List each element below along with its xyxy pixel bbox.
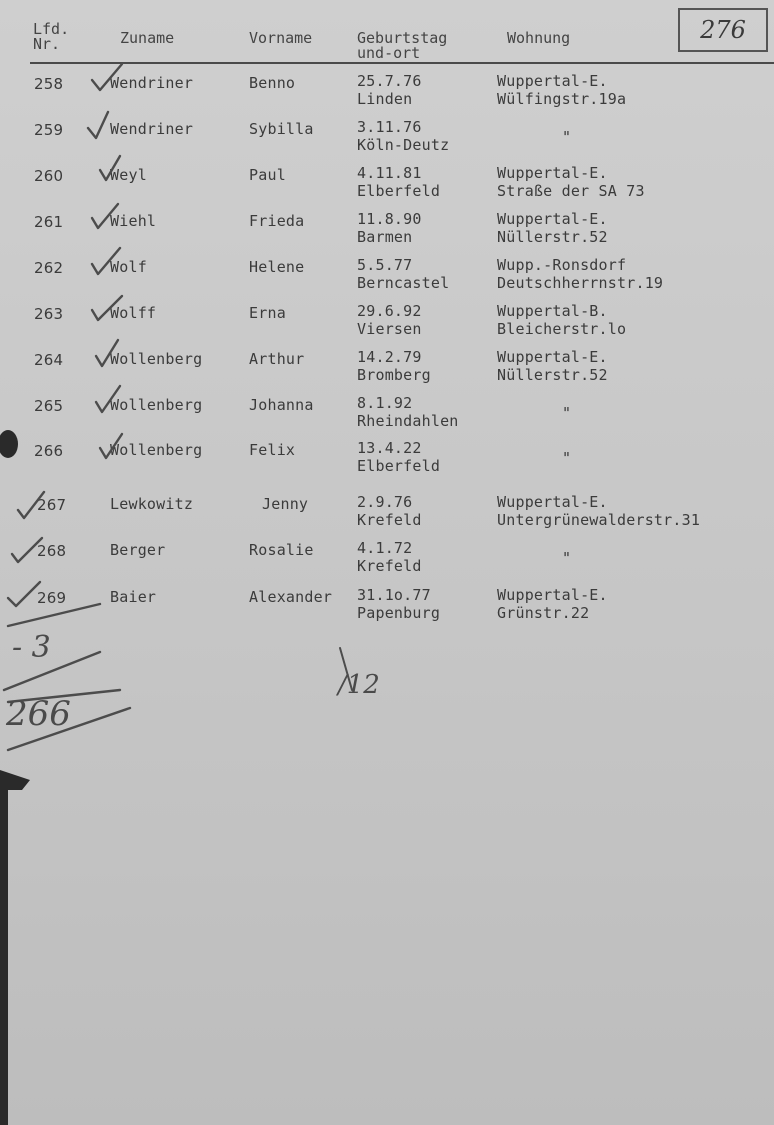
surname: Wolff — [110, 304, 157, 322]
checkmark-icon — [96, 340, 118, 366]
header-vorname: Vorname — [249, 29, 313, 47]
checkmark-icon — [92, 248, 120, 274]
first-name: Helene — [249, 258, 305, 276]
header-zuname: Zuname — [120, 29, 175, 47]
row-number: 267 — [37, 496, 67, 514]
birth-place: Krefeld — [357, 557, 422, 575]
first-name: Johanna — [249, 396, 314, 414]
header-wohnung: Wohnung — [507, 29, 571, 47]
row-number: 260 — [34, 167, 64, 185]
first-name: Sybilla — [249, 120, 314, 138]
row-number: 266 — [34, 442, 64, 460]
checkmark-icon — [18, 492, 44, 518]
surname: Weyl — [110, 166, 147, 184]
punch-hole — [0, 430, 18, 458]
birth-place: Linden — [357, 90, 413, 108]
center-mark: /12 — [338, 670, 380, 700]
birth-date: 25.7.76 — [357, 72, 422, 90]
birth-place: Rheindahlen — [357, 412, 459, 430]
birth-place: Krefeld — [357, 511, 422, 529]
surname: Baier — [110, 588, 157, 606]
row-number: 261 — [34, 213, 64, 231]
header-lfd-nr: Lfd. Nr. — [33, 20, 70, 53]
checkmark-icon — [100, 434, 122, 458]
first-name: Alexander — [249, 588, 333, 606]
birth-date: 13.4.22 — [357, 439, 422, 457]
first-name: Felix — [249, 441, 296, 459]
first-name: Frieda — [249, 212, 305, 230]
birth-place: Köln-Deutz — [357, 136, 450, 154]
first-name: Arthur — [249, 350, 305, 368]
address-city: Wuppertal-B. — [497, 302, 608, 320]
birth-date: 11.8.90 — [357, 210, 422, 228]
address-street: Grünstr.22 — [497, 604, 590, 622]
address-city: " — [562, 549, 572, 567]
address-city: " — [562, 404, 572, 422]
binder-edge — [0, 770, 30, 1125]
address-street: Untergrünewalderstr.31 — [497, 511, 701, 529]
birth-place: Viersen — [357, 320, 422, 338]
address-city: Wuppertal-E. — [497, 348, 608, 366]
birth-date: 14.2.79 — [357, 348, 422, 366]
birth-date: 8.1.92 — [357, 394, 413, 412]
surname: Wiehl — [110, 212, 157, 230]
checkmark-icon — [92, 296, 122, 320]
address-street: Bleicherstr.lo — [497, 320, 627, 338]
row-number: 259 — [34, 121, 64, 139]
birth-place: Barmen — [357, 228, 413, 246]
birth-place: Berncastel — [357, 274, 450, 292]
birth-place: Bromberg — [357, 366, 431, 384]
birth-date: 3.11.76 — [357, 118, 422, 136]
first-name: Paul — [249, 166, 286, 184]
row-number: 258 — [34, 75, 64, 93]
first-name: Jenny — [262, 495, 309, 513]
birth-date: 4.11.81 — [357, 164, 422, 182]
birth-date: 31.1o.77 — [357, 586, 431, 604]
surname: Lewkowitz — [110, 495, 194, 513]
row-number: 265 — [34, 397, 64, 415]
surname: Wendriner — [110, 74, 194, 92]
birth-date: 5.5.77 — [357, 256, 413, 274]
birth-place: Papenburg — [357, 604, 441, 622]
birth-date: 4.1.72 — [357, 539, 413, 557]
page-number-box: 276 — [678, 8, 768, 52]
birth-place: Elberfeld — [357, 457, 441, 475]
first-name: Benno — [249, 74, 296, 92]
address-city: " — [562, 128, 572, 146]
address-city: Wuppertal-E. — [497, 164, 608, 182]
birth-date: 2.9.76 — [357, 493, 413, 511]
tally-line — [8, 604, 100, 626]
checkmark-icon — [12, 538, 42, 562]
row-number: 268 — [37, 542, 67, 560]
birth-date: 29.6.92 — [357, 302, 422, 320]
surname: Berger — [110, 541, 166, 559]
address-city: Wuppertal-E. — [497, 493, 608, 511]
tally-minus: - 3 — [12, 630, 51, 665]
address-street: Deutschherrnstr.19 — [497, 274, 664, 292]
surname: Wendriner — [110, 120, 194, 138]
checkmark-icon — [92, 204, 118, 228]
checkmark-icon — [92, 64, 122, 90]
address-city: Wuppertal-E. — [497, 586, 608, 604]
row-number: 269 — [37, 589, 67, 607]
row-number: 264 — [34, 351, 64, 369]
address-street: Straße der SA 73 — [497, 182, 645, 200]
address-street: Nüllerstr.52 — [497, 228, 608, 246]
checkmark-icon — [88, 112, 108, 138]
surname: Wolf — [110, 258, 147, 276]
tally-total: 266 — [6, 694, 71, 734]
surname: Wollenberg — [110, 350, 203, 368]
address-street: Nüllerstr.52 — [497, 366, 608, 384]
checkmark-icon — [96, 386, 120, 412]
address-city: Wupp.-Ronsdorf — [497, 256, 627, 274]
row-number: 262 — [34, 259, 64, 277]
address-street: Wülfingstr.19a — [497, 90, 627, 108]
header-geburt: Geburtstag und-ort — [357, 29, 448, 62]
checkmark-icon — [100, 156, 120, 180]
surname: Wollenberg — [110, 441, 203, 459]
first-name: Rosalie — [249, 541, 314, 559]
surname: Wollenberg — [110, 396, 203, 414]
address-city: Wuppertal-E. — [497, 72, 608, 90]
address-city: Wuppertal-E. — [497, 210, 608, 228]
checkmark-icon — [8, 582, 40, 606]
first-name: Erna — [249, 304, 286, 322]
birth-place: Elberfeld — [357, 182, 441, 200]
address-city: " — [562, 449, 572, 467]
row-number: 263 — [34, 305, 64, 323]
